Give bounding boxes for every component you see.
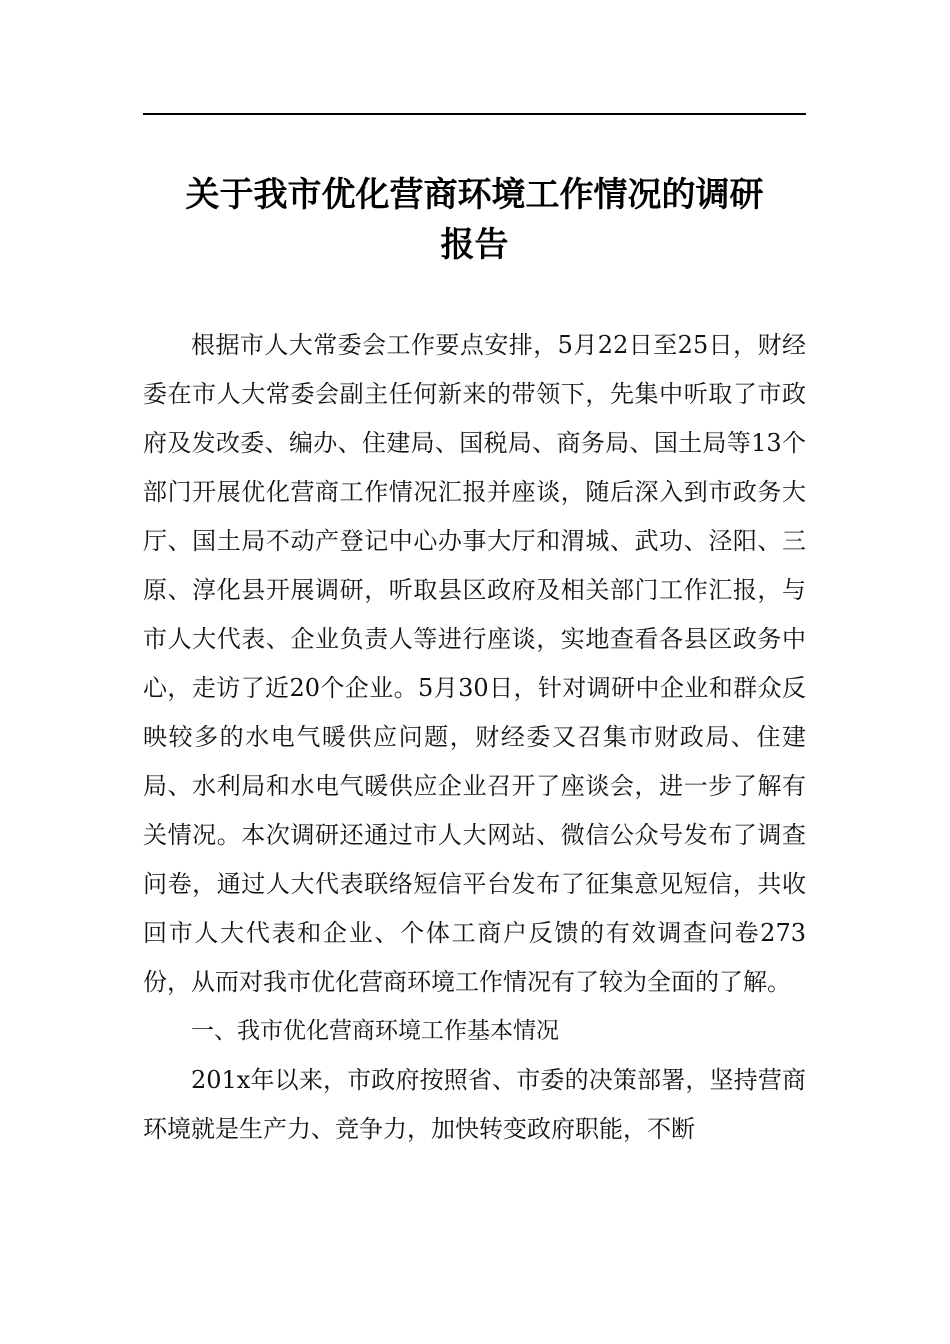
title-line-1: 关于我市优化营商环境工作情况的调研 [185, 175, 764, 215]
header-rule [143, 113, 806, 115]
intro-paragraph: 根据市人大常委会工作要点安排，5月22日至25日，财经委在市人大常委会副主任何新来的带领下，先集中听取了市政府及发改委、编办、住建局、国税局、商务局、国土局等13个部门开展优化营商工作情况汇报并座谈，随后深入到市政务大厅、国土局不动产登记中心办事大厅和渭城、武功、泾阳、三原、淳化县开展调研，听取县区政府及相关部门工作汇报，与市人大代表、企业负责人等进行座谈，实地查看各县区政务中心，走访了近20个企业。5月30日，针对调研中企业和群众反映较多的水电气暖供应问题，财经委又召集市财政局、住建局、水利局和水电气暖供应企业召开了座谈会，进一步了解有关情况。本次调研还通过市人大网站、微信公众号发布了调查问卷，通过人大代表联络短信平台发布了征集意见短信，共收回市人大代表和企业、个体工商户反馈的有效调查问卷273份，从而对我市优化营商环境工作情况有了较为全面的了解。 [143, 331, 806, 996]
section-paragraph: 201x年以来，市政府按照省、市委的决策部署，坚持营商环境就是生产力、竞争力，加快转变政府职能，不断 [143, 1066, 806, 1143]
title-line-2: 报告 [440, 225, 509, 265]
document-body [143, 321, 806, 1154]
section-heading: 一、我市优化营商环境工作基本情况 [191, 1018, 559, 1044]
document-title [143, 170, 806, 270]
